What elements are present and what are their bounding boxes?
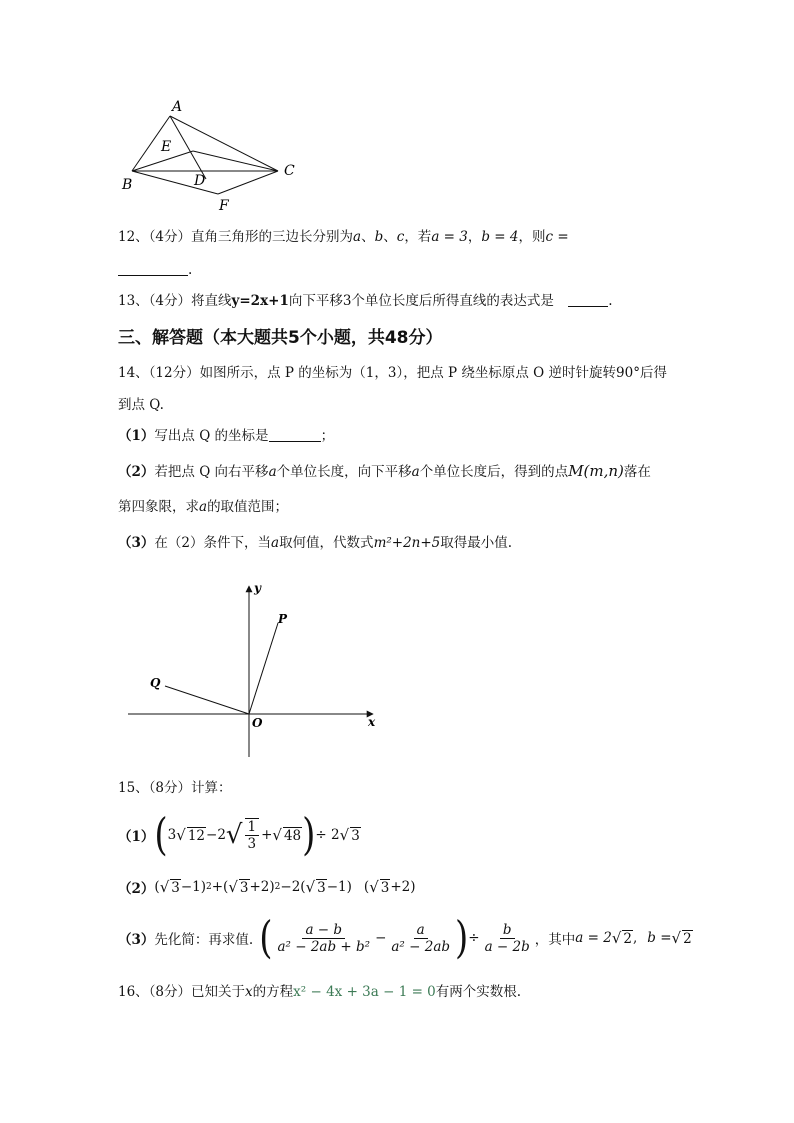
q14-part-3-expr: m²+2n+5 [373,535,441,551]
q14-score: （12分） [148,365,200,381]
q14-part-2-var: a [199,499,208,515]
q15-p2-rad: 3 [171,879,180,896]
q15-p1-rad-1: 12 [187,827,206,844]
q15-p3-f1-num: a − b [302,922,345,939]
triangle-figure [118,92,318,217]
q13-score: （4分） [148,293,192,309]
q14-part-2-text-c: 个单位长度后，得到的点 [419,464,569,480]
question-12: 12、（4分）直角三角形的三边长分别为a、b、c，若a = 3，b = 4，则c = [118,229,569,245]
q15-p1-minus: −2 [206,827,226,843]
q15-part-1 [118,809,361,861]
q15-p3-frac-1 [274,922,373,955]
q15-p1-plus: + [261,827,273,843]
q12-score: （4分） [148,229,192,245]
q12-cond-a: a = 3 [431,229,468,245]
q13-equation: y=2x+1 [231,293,289,309]
x-axis-label: x [368,715,376,729]
sqrt-symbol: √ [272,826,282,844]
q16-score: （8分） [148,984,192,1000]
q16-text-b: 的方程 [252,984,294,1000]
q16-equation: x² − 4x + 3a − 1 = 0 [293,984,436,1000]
q12-sep: 、 [383,229,397,245]
sqrt-symbol: √ [228,878,238,896]
q14-part-1-blank[interactable] [269,427,321,442]
q16-var: x [245,984,253,1000]
q14-part-3-label: （3） [118,535,155,551]
q15-p3-minus: − [375,930,387,946]
q15-score: （8分） [148,780,192,796]
q12-sep: 、 [361,229,375,245]
left-paren: ( [259,912,273,964]
q14-part-2-text-a: 若把点 Q 向右平移 [154,464,269,480]
q15-p3-b: b = [647,930,672,946]
q14-part-2-var: a [268,464,277,480]
q13-text-before: 将直线 [191,293,232,309]
q14-part-2-var: a [411,464,420,480]
q15-p2-e: −2( [280,879,306,895]
label-a: A [172,99,183,115]
q14-part-3-text-c: 取得最小值. [440,535,513,551]
q14-part-3-var: a [271,535,280,551]
q15-p3-where: ，其中 [534,932,576,948]
q15-p1-rad-3: 48 [283,827,302,844]
q14-part-3-text-b: 取何值，代数式 [279,535,374,551]
q12-number: 12、 [118,229,149,245]
question-14-line-2 [118,396,164,414]
q15-p2-a: ( [154,879,160,895]
q14-part-1-end: ； [320,428,335,444]
q15-p2-b: −1) [180,879,207,895]
q15-p3-frac-3 [482,922,533,955]
q12-then: ，则 [518,229,546,245]
coordinate-figure [118,580,388,760]
q15-p2-sq: 2 [274,882,281,892]
label-d: D [194,173,206,189]
section-3-title: 三、解答题（本大题共5个小题，共48分） [118,328,443,348]
q14-line-2: 到点 Q. [118,397,164,413]
q12-text: 直角三角形的三边长分别为 [191,229,354,245]
sqrt-symbol: √ [369,878,379,896]
q13-number: 13、 [118,293,149,309]
q13-text-after: 向下平移3个单位长度后所得直线的表达式是 [288,293,554,309]
question-16 [118,983,521,1001]
q14-part-3 [118,534,512,552]
q14-part-1-label: （1） [118,428,155,444]
q15-p2-h: +2) [390,879,416,895]
q13-answer-blank[interactable] [568,292,608,307]
q15-p3-a: a = 2 [575,930,612,946]
q15-p3-f2-den: a² − 2ab [391,938,451,955]
origin-label: O [252,716,263,730]
q16-number: 16、 [118,984,149,1000]
q15-p1-last-rad: 3 [351,827,360,844]
q16-text-c: 有两个实数根. [435,984,522,1000]
q15-p1-coef: 3 [167,827,177,843]
label-c: C [284,163,295,179]
q15-p2-f: −1) [326,879,352,895]
q12-var-b: b [374,229,384,245]
q13-end: . [608,293,613,309]
question-15 [118,779,232,797]
q15-p1-frac-num: 1 [245,819,260,836]
q15-p2-sq: 2 [206,882,212,892]
q16-text-a: 已知关于 [191,984,246,1000]
q12-var-a: a [353,229,362,245]
q15-part-2-label: （2） [118,881,155,897]
q14-part-2-label: （2） [118,464,155,480]
q14-part-2-point: M(m,n) [568,462,624,480]
sqrt-symbol: √ [159,878,170,896]
right-paren: ) [455,912,469,964]
q12-cond-b: b = 4 [481,229,519,245]
point-p-label: P [278,612,288,626]
q15-p2-rad: 3 [239,879,249,896]
q15-part-3-label: （3） [118,932,155,948]
q14-number: 14、 [118,365,149,381]
q12-cond: ，若 [404,229,432,245]
sqrt-symbol: √ [176,826,186,844]
q14-part-2 [118,462,651,481]
q15-p3-f2-num: a [414,922,428,939]
q15-part-3-text: 先化简：再求值. [154,932,254,948]
left-paren: ( [154,809,168,861]
q14-part-2-line-2 [118,498,288,516]
q15-p2-c: +( [211,879,229,895]
sqrt-symbol: √ [671,929,682,947]
point-q-label: Q [150,676,161,690]
right-paren: ) [302,809,316,861]
q15-part-3: （3） 先化简：再求值. ( $\frac{a - b}{\text{a² − 2ab + b²}}$ − $\frac{a}{\text{a² − 2ab}}$ ) ÷ $\frac{b}{a - 2b}$ ，其中 a = 2 √ 2 , b = √ 2 [118,912,692,964]
q12-ask: c = [545,229,569,245]
sqrt-symbol: √ [611,929,622,947]
q15-p3-f3-num: b [500,922,515,939]
q14-part-2-text-b: 个单位长度，向下平移 [276,464,412,480]
segment-op [249,623,278,714]
segment-fc [218,171,278,194]
q15-p2-rad: 3 [380,879,390,896]
q14-part-1 [118,427,334,445]
q15-p1-div: ÷ 2 [315,827,340,843]
sqrt-symbol: √ [305,878,316,896]
question-13 [118,292,613,310]
label-b: B [122,177,133,193]
q15-p1-frac [245,818,260,852]
q15-p3-div: ÷ [468,930,480,946]
q15-p3-f3-den: a − 2b [484,938,530,955]
q14-part-2-line-2-b: 的取值范围； [207,499,289,515]
segment-ec [193,151,278,171]
q15-p1-frac-den: 3 [247,836,257,852]
q15-p3-f1-den: a² − 2ab + b² [277,938,371,955]
label-e: E [161,139,172,155]
q15-part-2 [118,876,416,898]
label-f: F [219,198,229,214]
q15-p2-rad: 3 [317,879,326,896]
segment-oq [165,686,249,714]
q14-part-2-line-2-a: 第四象限，求 [118,499,199,515]
q12-answer-line [118,261,192,279]
q15-number: 15、 [118,780,149,796]
q12-end: . [188,262,193,278]
question-14-line-1 [118,364,667,382]
q14-line-1: 如图所示，点 P 的坐标为（1，3），把点 P 绕坐标原点 O 逆时针旋转90°后得 [199,365,667,381]
sqrt-symbol: √ [339,826,350,844]
sqrt-symbol: √ [225,820,243,850]
q15-title: 计算： [191,780,232,796]
q15-p3-frac-2 [388,922,453,955]
q15-p3-b-rad: 2 [683,930,692,947]
q12-answer-blank[interactable] [118,261,188,276]
q15-p3-a-rad: 2 [623,930,632,947]
q14-part-3-text-a: 在（2）条件下，当 [154,535,271,551]
q12-var-c: c [396,229,405,245]
q14-part-2-text-d: 落在 [623,464,651,480]
q15-part-1-label: （1） [118,829,155,845]
q15-p2-d: +2) [249,879,275,895]
y-axis-label: y [254,581,261,595]
q14-part-1-text: 写出点 Q 的坐标是 [154,428,269,444]
q15-p2-g: ( [363,879,370,895]
